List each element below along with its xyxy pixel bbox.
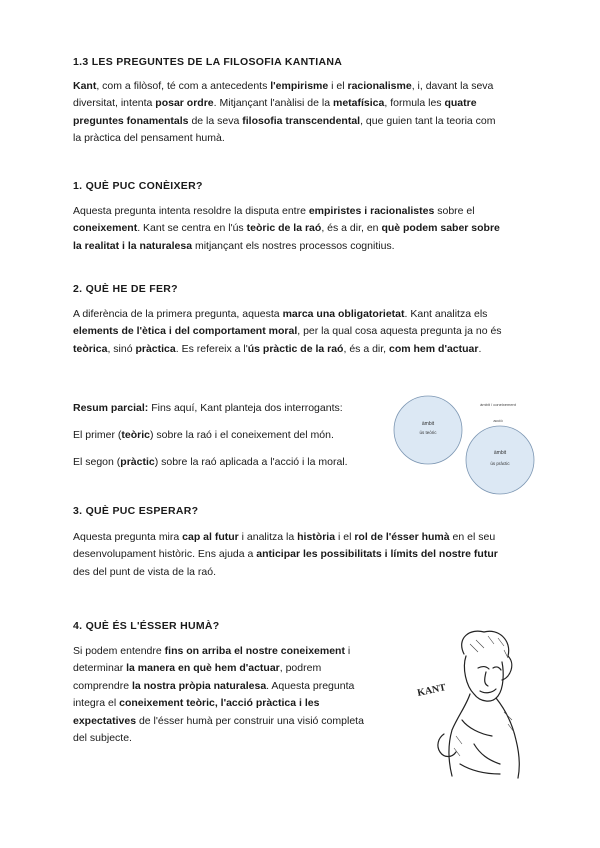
question-2-paragraph: A diferència de la primera pregunta, aquesta marca una obligatorietat. Kant analitza els elements de l'ètica i del comportament moral, per la qual cosa aquesta pregunta ja no és teòrica, sinó pràctica. Es refereix a l'ús pràctic de la raó, és a dir, com hem d'actuar.: [73, 308, 502, 355]
partial-summary: Resum parcial: Fins aquí, Kant planteja dos interrogants: El primer (teòric) sobre la raó i el coneixement del món. El segon (pràctic) sobre la raó aplicada a l'acció i la moral.: [73, 402, 348, 468]
question-2-heading: 2. QUÈ HE DE FER?: [73, 283, 178, 295]
question-1-paragraph: Aquesta pregunta intenta resoldre la disputa entre empiristes i racionalistes sobre el coneixement. Kant se centra en l'ús teòric de la raó, és a dir, en què podem saber sobre la realitat i la naturalesa mitjançant els nostres processos cognitius.: [73, 205, 500, 252]
summary-label: Resum parcial:: [73, 402, 149, 414]
question-1-heading: 1. QUÈ PUC CONÈIXER?: [73, 180, 203, 192]
venn-diagram: [390, 388, 540, 498]
venn-top-label-b: acció: [493, 418, 503, 423]
venn-right-label-a: àmbit: [493, 450, 507, 456]
question-3-heading: 3. QUÈ PUC ESPERAR?: [73, 505, 199, 517]
question-3-paragraph: Aquesta pregunta mira cap al futur i analitza la història i el rol de l'ésser humà en el seu desenvolupament històric. Ens ajuda a anticipar les possibilitats i límits del nostre futur des del punt de vista de la raó.: [73, 531, 498, 578]
question-4-heading: 4. QUÈ ÉS L'ÉSSER HUMÀ?: [73, 620, 220, 632]
question-4-paragraph: Si podem entendre fins on arriba el nostre coneixement i determinar la manera en què hem d'actuar, podrem comprendre la nostra pròpia naturalesa. Aquesta pregunta integra el coneixement teòric, l'acció pràctica i les expectatives de l'ésser humà per construir una visió completa del subjecte.: [73, 645, 364, 745]
intro-paragraph: Kant, com a filòsof, té com a antecedents l'empirisme i el racionalisme, i, davant la seva diversitat, intenta posar ordre. Mitjançant l'anàlisi de la metafísica, formula les quatre preguntes fonamentals de la seva filosofia transcendental, que guien tant la teoria com la pràctica del pensament humà.: [73, 80, 496, 145]
venn-top-label-a: àmbit / coneixement: [480, 402, 516, 407]
practical-circle: [466, 426, 534, 494]
venn-right-label-b: ús pràctic: [490, 461, 510, 466]
portrait-signature: KANT: [416, 682, 447, 699]
kant-portrait-sketch: [404, 624, 528, 780]
venn-left-label-b: ús teòric: [419, 430, 437, 435]
page-title: 1.3 LES PREGUNTES DE LA FILOSOFIA KANTIANA: [73, 56, 343, 68]
venn-left-label-a: àmbit: [421, 421, 435, 427]
